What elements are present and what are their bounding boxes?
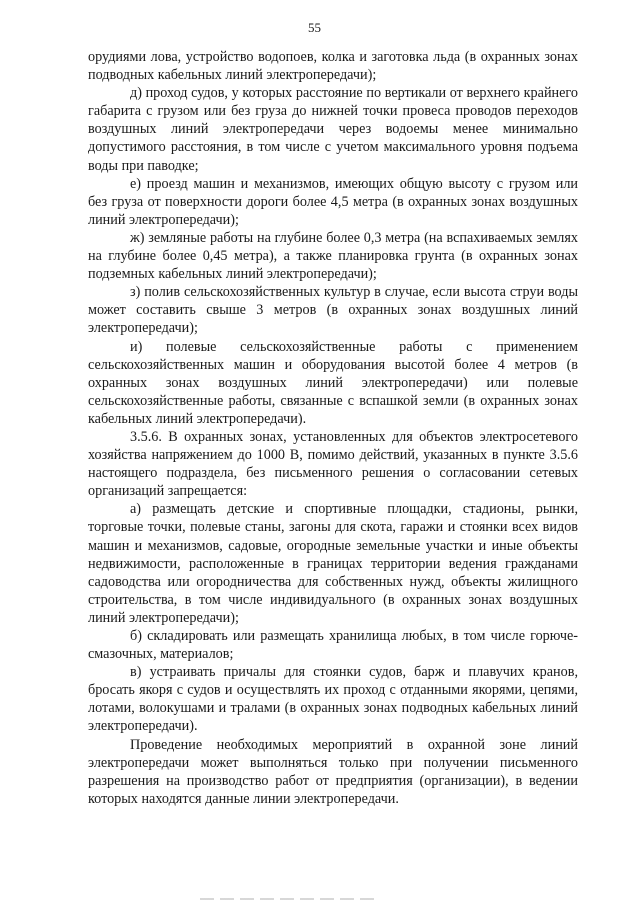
paragraph-item-a: а) размещать детские и спортивные площадки, стадионы, рынки, торговые точки, полевые станы, загоны для скота, гаражи и стоянки всех видов машин и механизмов, садовые, огородные земельные участки и иные объекты недвижимости, расположенные в границах территории ведения гражданами садоводства или огородничества для собственных нужд, объекты жилищного строительства, в том числе индивидуального (в охранных зонах воздушных линий электропередачи); — [88, 501, 578, 626]
paragraph-continuation: орудиями лова, устройство водопоев, колка и заготовка льда (в охранных зонах подводных кабельных линий электропередачи); — [88, 49, 578, 84]
paragraph-item-b: б) складировать или размещать хранилища любых, в том числе горюче-смазочных, материалов; — [88, 628, 578, 663]
paragraph-item-i: и) полевые сельскохозяйственные работы с применением сельскохозяйственных машин и оборудования высотой более 4 метров (в охранных зонах воздушных линий электропередачи) или полевые сельскохозяйственные работы, связанные с вспашкой земли (в охранных зонах кабельных линий электропередачи). — [88, 338, 578, 427]
paragraph-item-e: е) проезд машин и механизмов, имеющих общую высоту с грузом или без груза от поверхности дороги более 4,5 метра (в охранных зонах воздушных линий электропередачи); — [88, 175, 578, 228]
paragraph-item-d: д) проход судов, у которых расстояние по вертикали от верхнего крайнего габарита с грузом или без груза до нижней точки провеса проводов переходов воздушных линий электропередачи через водоемы менее минимально допустимого расстояния, в том числе с учетом максимального уровня подъема воды при паводке; — [88, 85, 578, 174]
paragraph-item-z: з) полив сельскохозяйственных культур в случае, если высота струи воды может составить свыше 3 метров (в охранных зонах воздушных линий электропередачи); — [88, 284, 578, 337]
paragraph-section-3-5-6: 3.5.6. В охранных зонах, установленных для объектов электросетевого хозяйства напряжением до 1000 В, помимо действий, указанных в пункте 3.5.6 настоящего подраздела, без письменного решения о согласовании сетевых организаций запрещается: — [88, 428, 578, 500]
paragraph-item-zh: ж) земляные работы на глубине более 0,3 метра (на вспахиваемых землях на глубине более 0,45 метра), а также планировка грунта (в охранных зонах подземных кабельных линий электропередачи); — [88, 229, 578, 283]
paragraph-item-v: в) устраивать причалы для стоянки судов, барж и плавучих кранов, бросать якоря с судов и осуществлять их проход с отданными якорями, цепями, лотами, волокушами и тралами (в охранных зонах подводных кабельных линий электропередачи). — [88, 664, 578, 735]
scan-artifact-line — [200, 898, 380, 900]
page-number: 55 — [308, 20, 321, 35]
document-body — [88, 48, 578, 808]
paragraph-closing: Проведение необходимых мероприятий в охранной зоне линий электропередачи может выполняться только при получении письменного разрешения на производство работ от предприятия (организации), в ведении которых находятся данные линии электропередачи. — [88, 736, 578, 807]
